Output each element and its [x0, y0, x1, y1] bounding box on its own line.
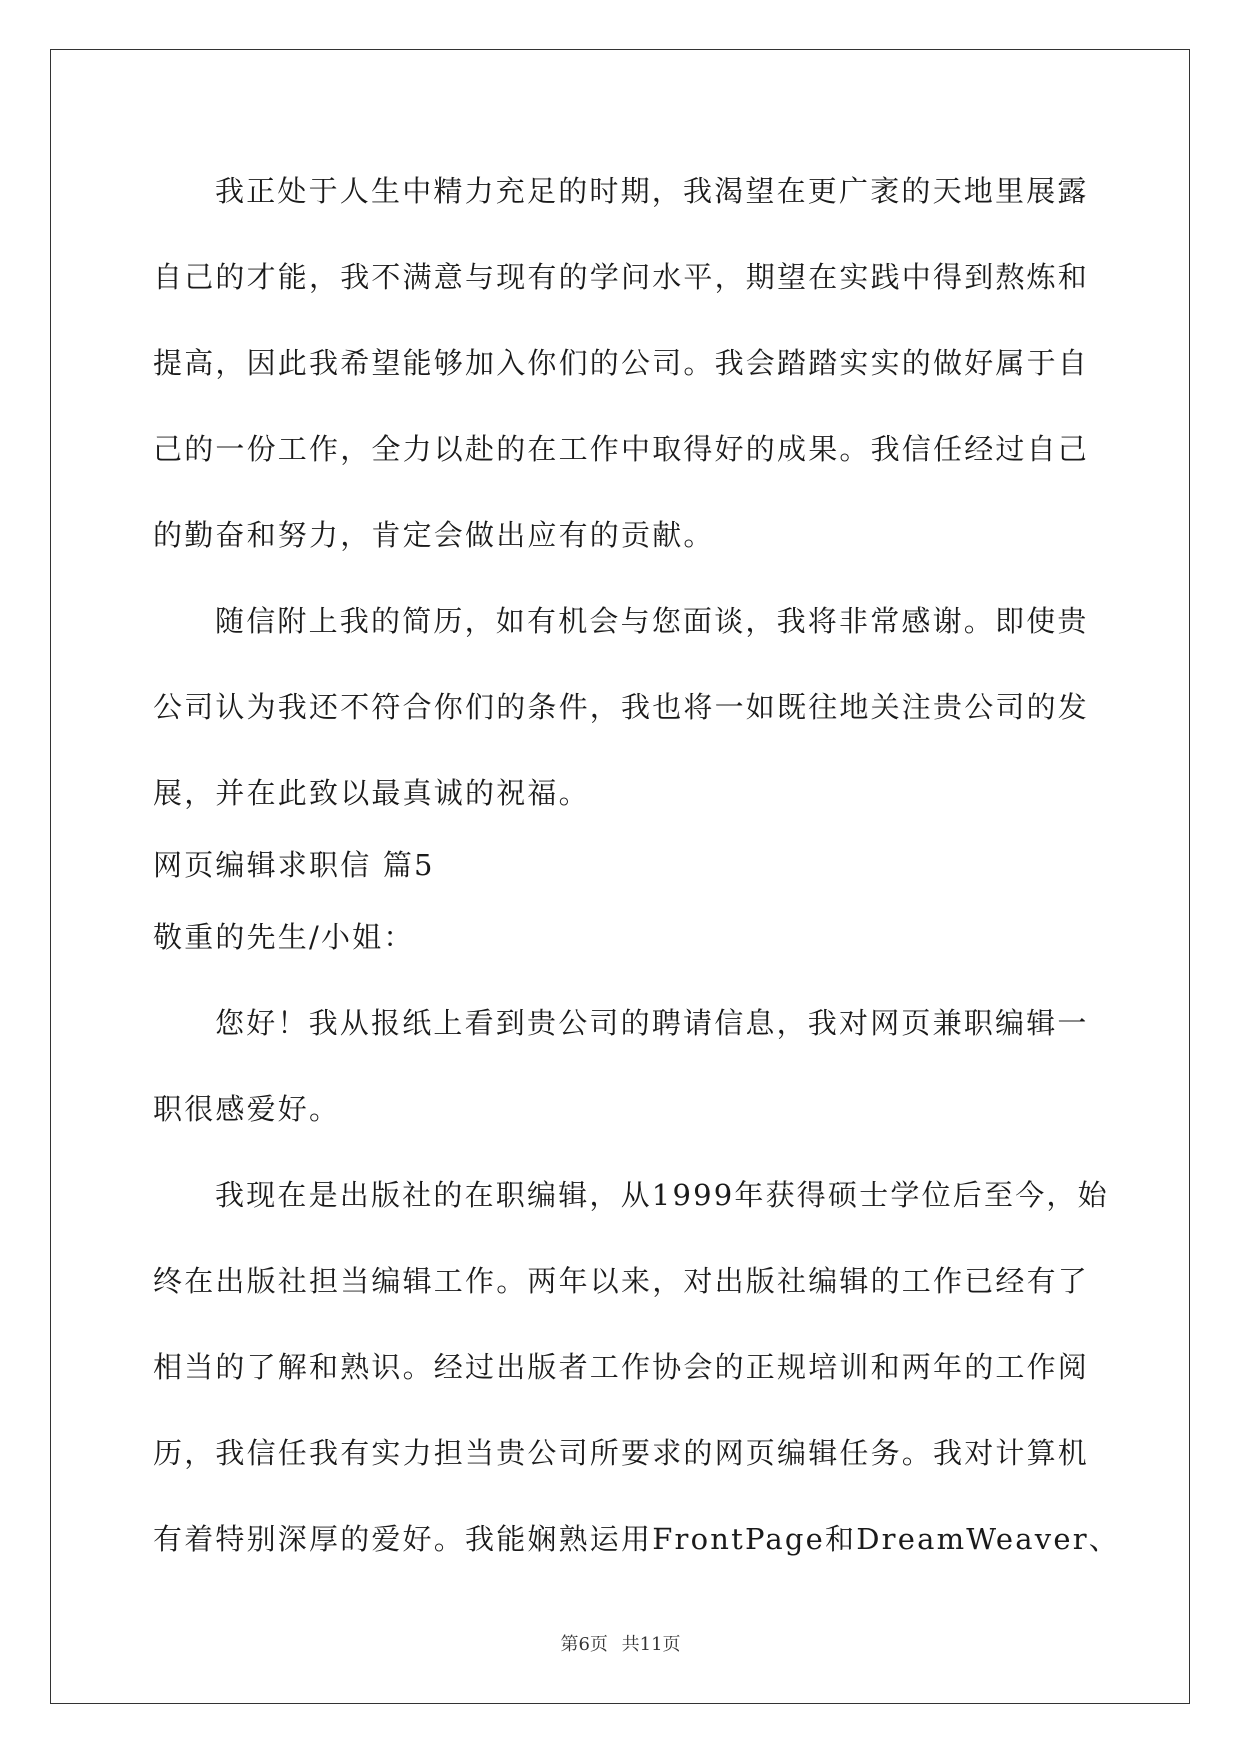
- page-footer: [0, 1630, 1241, 1656]
- salutation: 敬重的先生/小姐：: [153, 920, 415, 954]
- paragraph-line: 随信附上我的简历，如有机会与您面谈，我将非常感谢。即使贵: [215, 604, 1089, 638]
- page-number: 第6页: [560, 1634, 608, 1655]
- paragraph-line: 相当的了解和熟识。经过出版者工作协会的正规培训和两年的工作阅: [153, 1350, 1090, 1384]
- paragraph-line: 我正处于人生中精力充足的时期，我渴望在更广袤的天地里展露: [215, 174, 1089, 208]
- paragraph-line: 终在出版社担当编辑工作。两年以来，对出版社编辑的工作已经有了: [153, 1264, 1090, 1298]
- paragraph-line: 提高，因此我希望能够加入你们的公司。我会踏踏实实的做好属于自: [153, 346, 1090, 380]
- paragraph-line: 己的一份工作，全力以赴的在工作中取得好的成果。我信任经过自己: [153, 432, 1090, 466]
- paragraph-line: 您好！我从报纸上看到贵公司的聘请信息，我对网页兼职编辑一: [215, 1006, 1089, 1040]
- paragraph-line: 我现在是出版社的在职编辑，从1999年获得硕士学位后至今，始: [215, 1178, 1109, 1212]
- paragraph-line: 公司认为我还不符合你们的条件，我也将一如既往地关注贵公司的发: [153, 690, 1090, 724]
- page-total: 共11页: [621, 1634, 681, 1655]
- paragraph-line: 职很感爱好。: [153, 1092, 341, 1126]
- paragraph-line: 有着特别深厚的爱好。我能娴熟运用FrontPage和DreamWeaver、: [153, 1522, 1120, 1556]
- section-heading: 网页编辑求职信 篇5: [153, 848, 435, 882]
- document-body: [153, 163, 1120, 1597]
- paragraph-line: 展，并在此致以最真诚的祝福。: [153, 776, 590, 810]
- paragraph-line: 历，我信任我有实力担当贵公司所要求的网页编辑任务。我对计算机: [153, 1436, 1090, 1470]
- paragraph-line: 的勤奋和努力，肯定会做出应有的贡献。: [153, 518, 715, 552]
- paragraph-line: 自己的才能，我不满意与现有的学问水平，期望在实践中得到熬炼和: [153, 260, 1090, 294]
